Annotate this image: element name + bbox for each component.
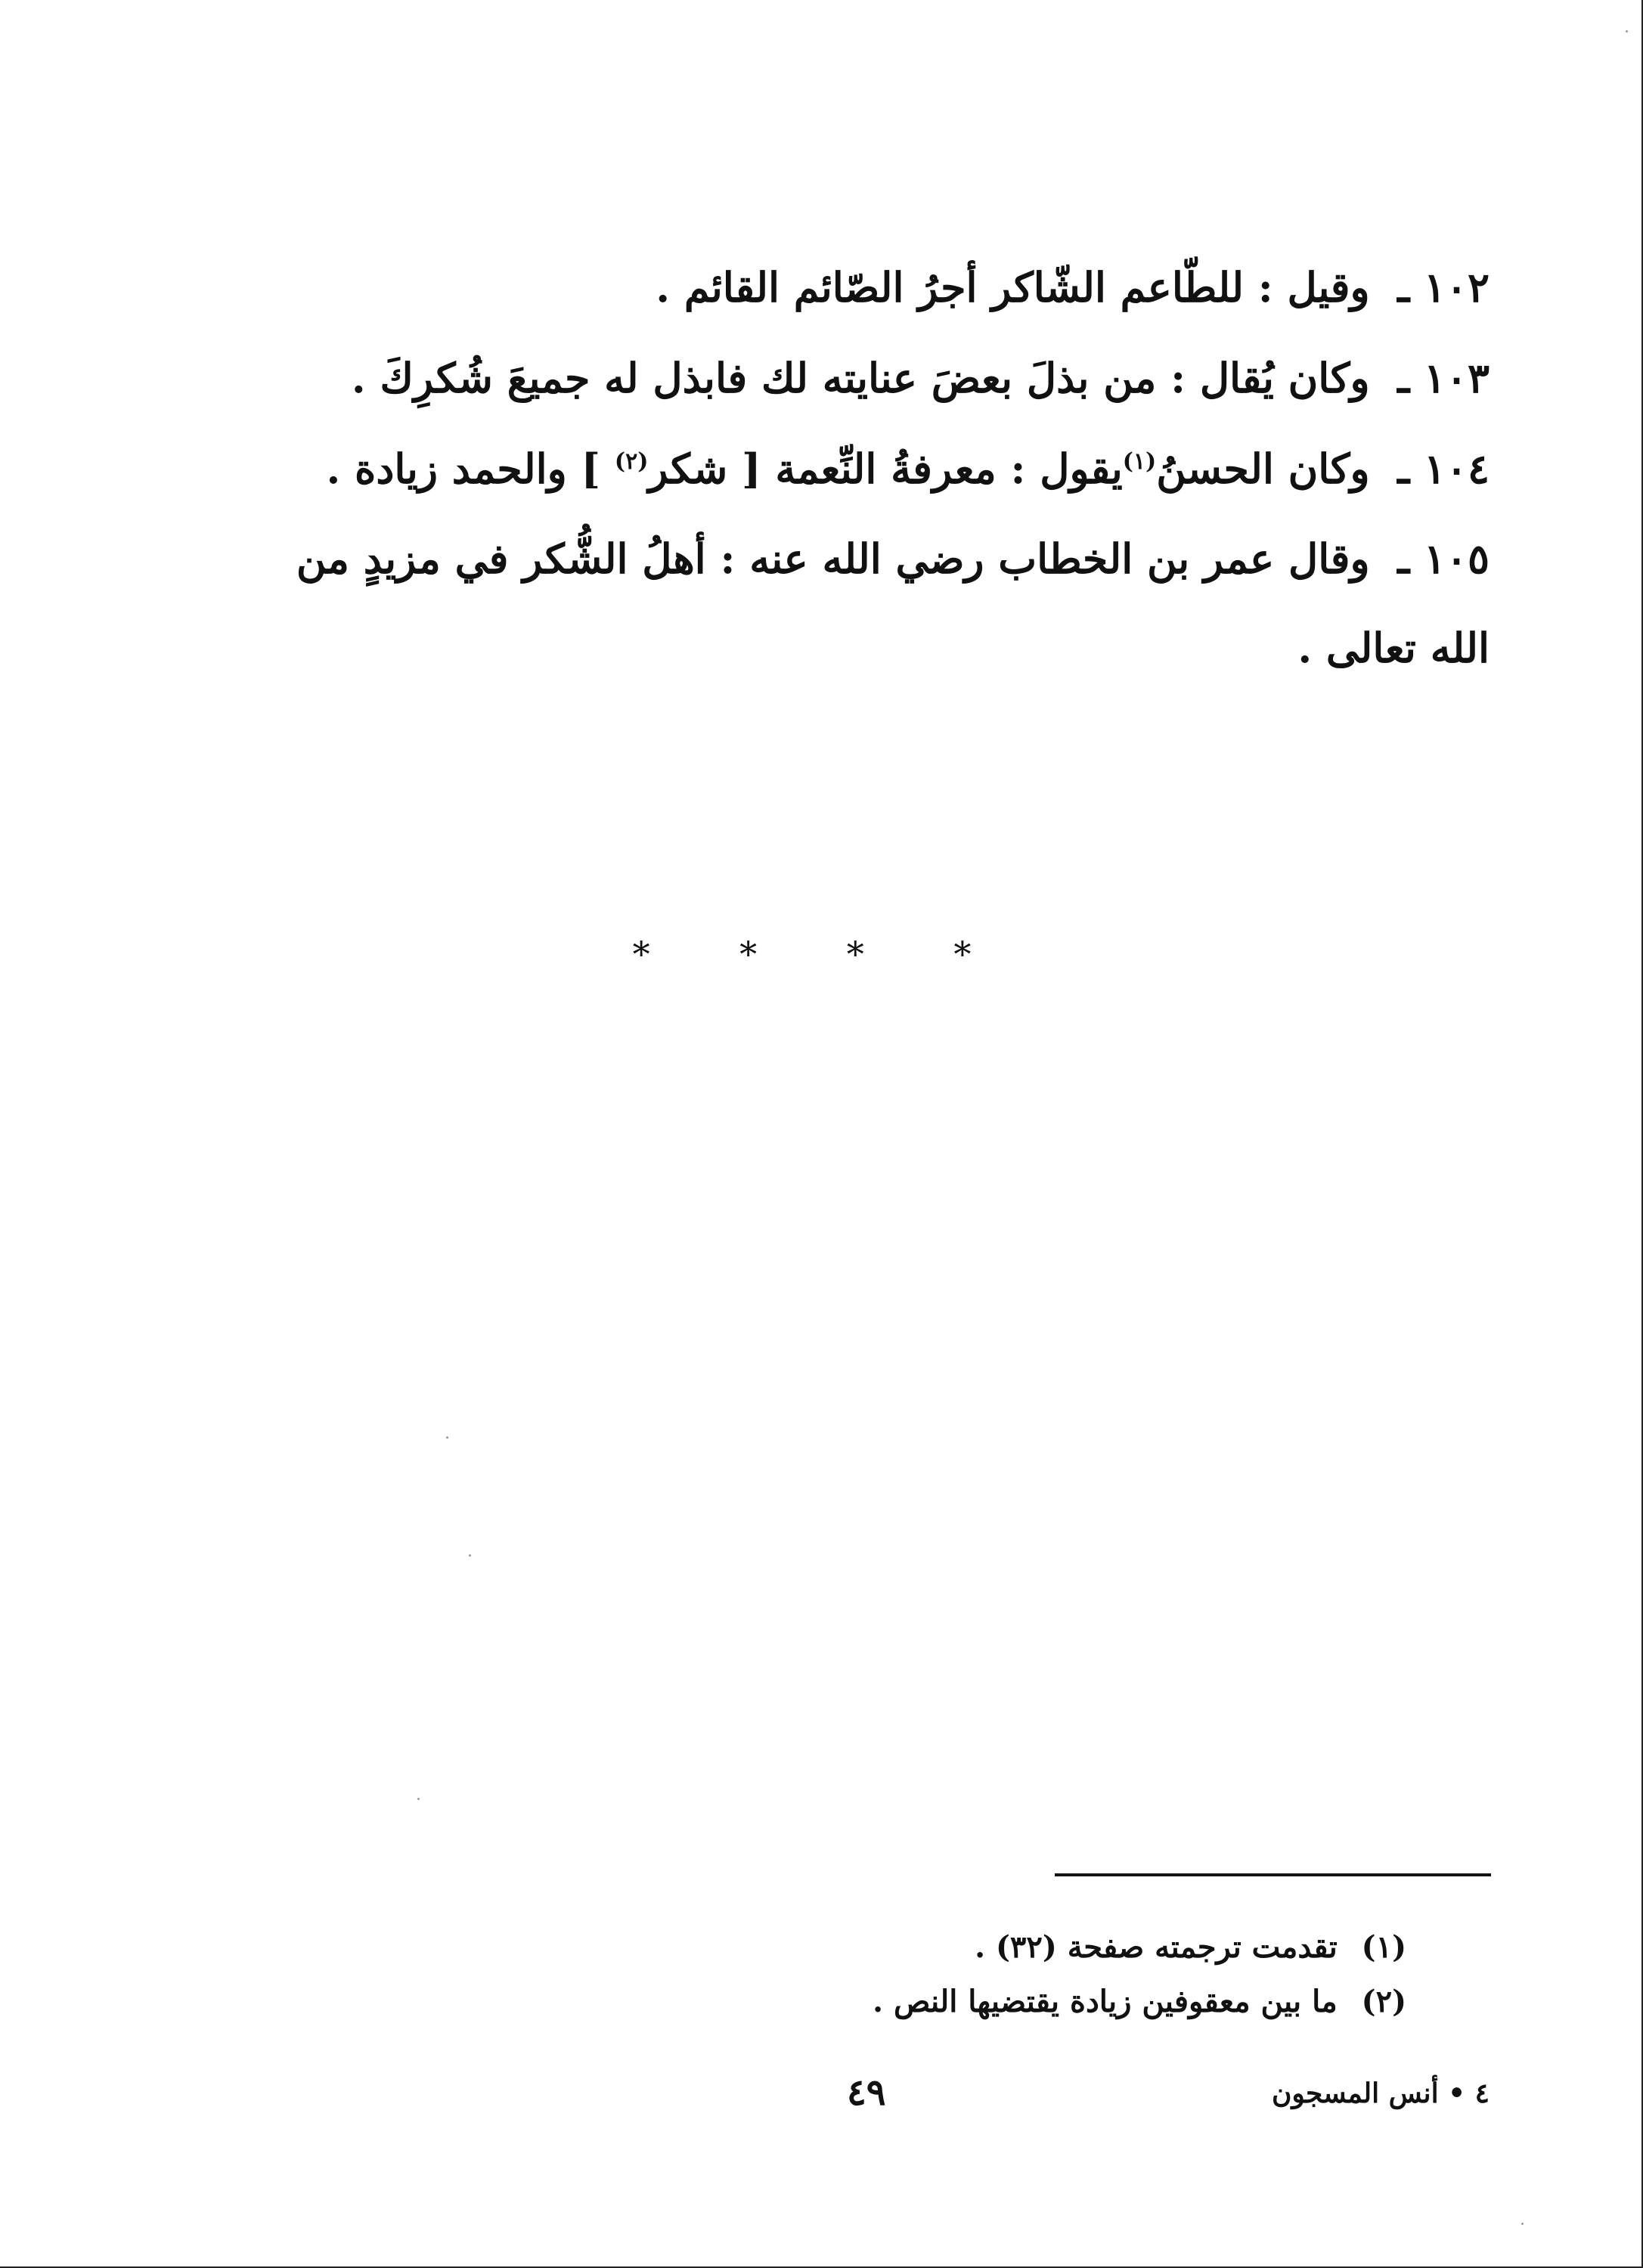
entry-102 — [234, 242, 1490, 333]
scan-speck — [417, 1798, 420, 1800]
entry-105 — [234, 514, 1490, 692]
footnote-text: تقدمت ترجمته صفحة (٣٢) . — [975, 1929, 1338, 1965]
footnote-number: (٢) — [1361, 1984, 1406, 2019]
entry-number: ١٠٢ ـ — [1397, 263, 1490, 311]
footnote-marker: (٢) — [614, 448, 649, 475]
entry-text-part: وكان الحسنُ — [1156, 445, 1370, 493]
entry-number: ١٠٣ ـ — [1397, 354, 1490, 402]
entry-104 — [234, 423, 1490, 514]
scan-speck — [1626, 30, 1628, 33]
scan-speck — [446, 1436, 448, 1439]
entry-text-part: يقول : معرفةُ النِّعمة [ شكر — [648, 445, 1123, 493]
scan-speck — [469, 1554, 471, 1557]
footnote-text: ما بين معقوفين زيادة يقتضيها النص . — [873, 1984, 1338, 2019]
footnote-rule — [1055, 1873, 1491, 1876]
main-text — [234, 242, 1490, 692]
entry-number: ١٠٥ ـ — [1397, 534, 1490, 583]
footnotes — [680, 1920, 1406, 2029]
footnote-marker: (١) — [1122, 448, 1157, 475]
footnote-1 — [680, 1920, 1406, 1975]
entry-text: وقيل : للطّاعم الشّاكر أجرُ الصّائم القائم . — [656, 263, 1370, 311]
entry-103 — [234, 333, 1490, 423]
scan-speck — [1521, 2223, 1524, 2225]
entry-text: وقال عمر بن الخطاب رضي الله عنه : أهلُ الشُّكر في مزيدٍ من الله تعالى . — [296, 534, 1490, 672]
running-footer: ٤ • أنس المسجون — [1271, 2077, 1490, 2109]
entry-text: وكان يُقال : من بذلَ بعضَ عنايته لك فابذل له جميعَ شُكرِكَ . — [351, 354, 1370, 402]
entry-text-part: ] والحمد زيادة . — [326, 445, 601, 493]
section-separator: * * * * — [632, 934, 1011, 974]
footnote-2 — [680, 1975, 1406, 2029]
footnote-number: (١) — [1361, 1929, 1406, 1965]
entry-number: ١٠٤ ـ — [1397, 445, 1490, 493]
page-number: ٤٩ — [847, 2071, 886, 2114]
